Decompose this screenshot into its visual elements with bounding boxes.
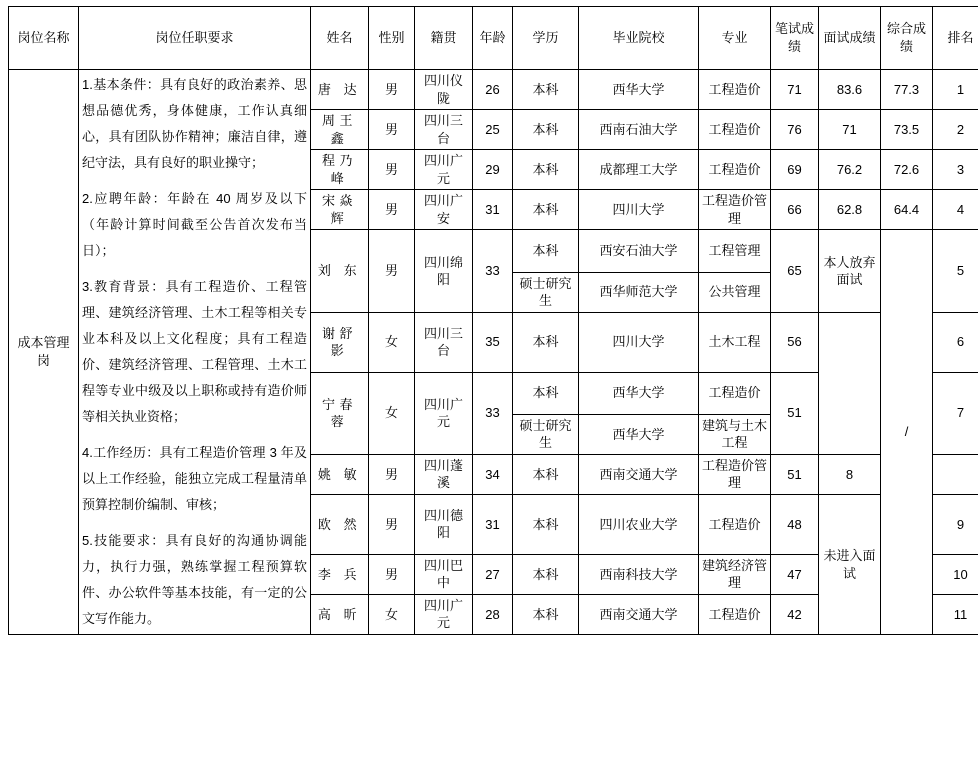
candidate-written-score: 65 <box>771 230 819 312</box>
candidate-sex: 女 <box>369 312 415 372</box>
candidate-major-second: 建筑与土木工程 <box>699 414 771 454</box>
candidate-written-score: 42 <box>771 594 819 634</box>
candidate-major: 建筑经济管理 <box>699 554 771 594</box>
candidate-education: 本科 <box>513 230 579 272</box>
candidate-education: 本科 <box>513 110 579 150</box>
candidate-results-table <box>8 6 978 635</box>
candidate-education: 本科 <box>513 372 579 414</box>
header-total-score: 综合成绩 <box>881 7 933 70</box>
candidate-interview-score: 62.8 <box>819 190 881 230</box>
candidate-school: 四川农业大学 <box>579 495 699 555</box>
candidate-rank: 11 <box>933 594 978 634</box>
header-education: 学历 <box>513 7 579 70</box>
candidate-education-second: 硕士研究生 <box>513 272 579 312</box>
candidate-major: 工程管理 <box>699 230 771 272</box>
candidate-origin: 四川绵阳 <box>415 230 473 312</box>
candidate-age: 33 <box>473 230 513 312</box>
candidate-interview-score: 未进入面试 <box>819 495 881 635</box>
candidate-education: 本科 <box>513 70 579 110</box>
candidate-education-second: 硕士研究生 <box>513 414 579 454</box>
candidate-education: 本科 <box>513 495 579 555</box>
candidate-sex: 男 <box>369 230 415 312</box>
header-origin: 籍贯 <box>415 7 473 70</box>
candidate-age: 31 <box>473 495 513 555</box>
candidate-school: 四川大学 <box>579 190 699 230</box>
candidate-sex: 男 <box>369 150 415 190</box>
requirement-item: 2.应聘年龄：年龄在 40 周岁及以下（年龄计算时间截至公告首次发布当日）； <box>82 186 307 264</box>
table-row <box>9 70 978 110</box>
candidate-written-score: 56 <box>771 312 819 372</box>
candidate-sex: 男 <box>369 554 415 594</box>
candidate-major: 工程造价 <box>699 372 771 414</box>
results-table-sheet <box>8 6 968 635</box>
candidate-education: 本科 <box>513 454 579 494</box>
candidate-origin: 四川广元 <box>415 150 473 190</box>
candidate-interview-score: 本人放弃面试 <box>819 230 881 312</box>
candidate-written-score: 47 <box>771 554 819 594</box>
candidate-origin: 四川广元 <box>415 594 473 634</box>
candidate-total-score: 77.3 <box>881 70 933 110</box>
candidate-school: 西南科技大学 <box>579 554 699 594</box>
candidate-education: 本科 <box>513 312 579 372</box>
candidate-total-score: 72.6 <box>881 150 933 190</box>
candidate-sex: 男 <box>369 190 415 230</box>
candidate-major: 工程造价 <box>699 150 771 190</box>
header-sex: 性别 <box>369 7 415 70</box>
header-rank: 排名 <box>933 7 978 70</box>
candidate-written-score: 69 <box>771 150 819 190</box>
candidate-school: 成都理工大学 <box>579 150 699 190</box>
candidate-written-score: 66 <box>771 190 819 230</box>
candidate-age: 31 <box>473 190 513 230</box>
candidate-major: 工程造价 <box>699 110 771 150</box>
candidate-school-second: 西华师范大学 <box>579 272 699 312</box>
requirement-item: 5.技能要求：具有良好的沟通协调能力，执行力强，熟练掌握工程预算软件、办公软件等基本技能，有一定的公文写作能力。 <box>82 528 307 632</box>
candidate-sex: 女 <box>369 372 415 454</box>
candidate-sex: 男 <box>369 110 415 150</box>
candidate-rank: 1 <box>933 70 978 110</box>
header-written-score: 笔试成绩 <box>771 7 819 70</box>
candidate-age: 28 <box>473 594 513 634</box>
candidate-school: 西南交通大学 <box>579 454 699 494</box>
candidate-school-second: 西华大学 <box>579 414 699 454</box>
candidate-name: 姚 敏 <box>311 454 369 494</box>
candidate-rank: 4 <box>933 190 978 230</box>
candidate-interview-score <box>819 312 881 454</box>
header-school: 毕业院校 <box>579 7 699 70</box>
candidate-origin: 四川仪陇 <box>415 70 473 110</box>
candidate-origin: 四川广元 <box>415 372 473 454</box>
candidate-education: 本科 <box>513 190 579 230</box>
candidate-education: 本科 <box>513 150 579 190</box>
candidate-origin: 四川蓬溪 <box>415 454 473 494</box>
candidate-rank: 8 <box>819 454 881 494</box>
candidate-name: 谢舒影 <box>311 312 369 372</box>
header-age: 年龄 <box>473 7 513 70</box>
candidate-name: 刘 东 <box>311 230 369 312</box>
candidate-age: 26 <box>473 70 513 110</box>
candidate-sex: 男 <box>369 70 415 110</box>
candidate-written-score: 76 <box>771 110 819 150</box>
header-post-name: 岗位名称 <box>9 7 79 70</box>
candidate-rank: 6 <box>933 312 978 372</box>
candidate-school: 西南交通大学 <box>579 594 699 634</box>
candidate-major: 工程造价 <box>699 495 771 555</box>
candidate-total-score: 73.5 <box>881 110 933 150</box>
candidate-age: 27 <box>473 554 513 594</box>
candidate-origin: 四川巴中 <box>415 554 473 594</box>
candidate-school: 四川大学 <box>579 312 699 372</box>
candidate-sex: 女 <box>369 594 415 634</box>
candidate-sex: 男 <box>369 495 415 555</box>
candidate-name: 程乃峰 <box>311 150 369 190</box>
candidate-origin: 四川广安 <box>415 190 473 230</box>
candidate-education: 本科 <box>513 594 579 634</box>
candidate-origin: 四川三台 <box>415 110 473 150</box>
candidate-name: 欧 然 <box>311 495 369 555</box>
total-score-merged: / <box>881 230 933 635</box>
candidate-major: 土木工程 <box>699 312 771 372</box>
candidate-major: 工程造价管理 <box>699 454 771 494</box>
candidate-total-score: 64.4 <box>881 190 933 230</box>
candidate-name: 周王鑫 <box>311 110 369 150</box>
candidate-rank: 10 <box>933 554 978 594</box>
table-body <box>9 70 978 635</box>
candidate-school: 西华大学 <box>579 70 699 110</box>
candidate-written-score: 71 <box>771 70 819 110</box>
candidate-written-score: 51 <box>771 454 819 494</box>
header-major: 专业 <box>699 7 771 70</box>
candidate-interview-score: 83.6 <box>819 70 881 110</box>
candidate-major: 工程造价管理 <box>699 190 771 230</box>
candidate-major: 工程造价 <box>699 594 771 634</box>
candidate-rank: 9 <box>933 495 978 555</box>
requirement-item: 4.工作经历：具有工程造价管理 3 年及以上工作经验，能独立完成工程量清单预算控制价编制、审核； <box>82 440 307 518</box>
candidate-age: 34 <box>473 454 513 494</box>
requirement-item: 3.教育背景：具有工程造价、工程管理、建筑经济管理、土木工程等相关专业本科及以上文化程度；具有工程造价、建筑经济管理、工程管理、土木工程等专业中级及以上职称或持有造价师等相关执业资格； <box>82 274 307 430</box>
requirements-cell <box>79 70 311 635</box>
candidate-major: 工程造价 <box>699 70 771 110</box>
candidate-school: 西安石油大学 <box>579 230 699 272</box>
candidate-name: 宋焱辉 <box>311 190 369 230</box>
candidate-rank: 7 <box>933 372 978 454</box>
candidate-rank: 5 <box>933 230 978 312</box>
candidate-name: 宁春蓉 <box>311 372 369 454</box>
candidate-interview-score: 71 <box>819 110 881 150</box>
candidate-origin: 四川德阳 <box>415 495 473 555</box>
candidate-origin: 四川三台 <box>415 312 473 372</box>
candidate-name: 唐 达 <box>311 70 369 110</box>
header-name: 姓名 <box>311 7 369 70</box>
candidate-sex: 男 <box>369 454 415 494</box>
candidate-age: 29 <box>473 150 513 190</box>
requirement-item: 1.基本条件：具有良好的政治素养、思想品德优秀，身体健康，工作认真细心，具有团队协作精神；廉洁自律，遵纪守法，具有良好的职业操守； <box>82 72 307 176</box>
candidate-school: 西南石油大学 <box>579 110 699 150</box>
candidate-education: 本科 <box>513 554 579 594</box>
candidate-age: 25 <box>473 110 513 150</box>
table-header-row <box>9 7 978 70</box>
candidate-major-second: 公共管理 <box>699 272 771 312</box>
header-interview-score: 面试成绩 <box>819 7 881 70</box>
candidate-written-score: 48 <box>771 495 819 555</box>
candidate-written-score: 51 <box>771 372 819 454</box>
candidate-name: 高 昕 <box>311 594 369 634</box>
candidate-rank: 3 <box>933 150 978 190</box>
candidate-age: 35 <box>473 312 513 372</box>
post-name-cell: 成本管理岗 <box>9 70 79 635</box>
candidate-age: 33 <box>473 372 513 454</box>
candidate-school: 西华大学 <box>579 372 699 414</box>
candidate-name: 李 兵 <box>311 554 369 594</box>
header-requirements: 岗位任职要求 <box>79 7 311 70</box>
candidate-rank: 2 <box>933 110 978 150</box>
table-header <box>9 7 978 70</box>
candidate-interview-score: 76.2 <box>819 150 881 190</box>
